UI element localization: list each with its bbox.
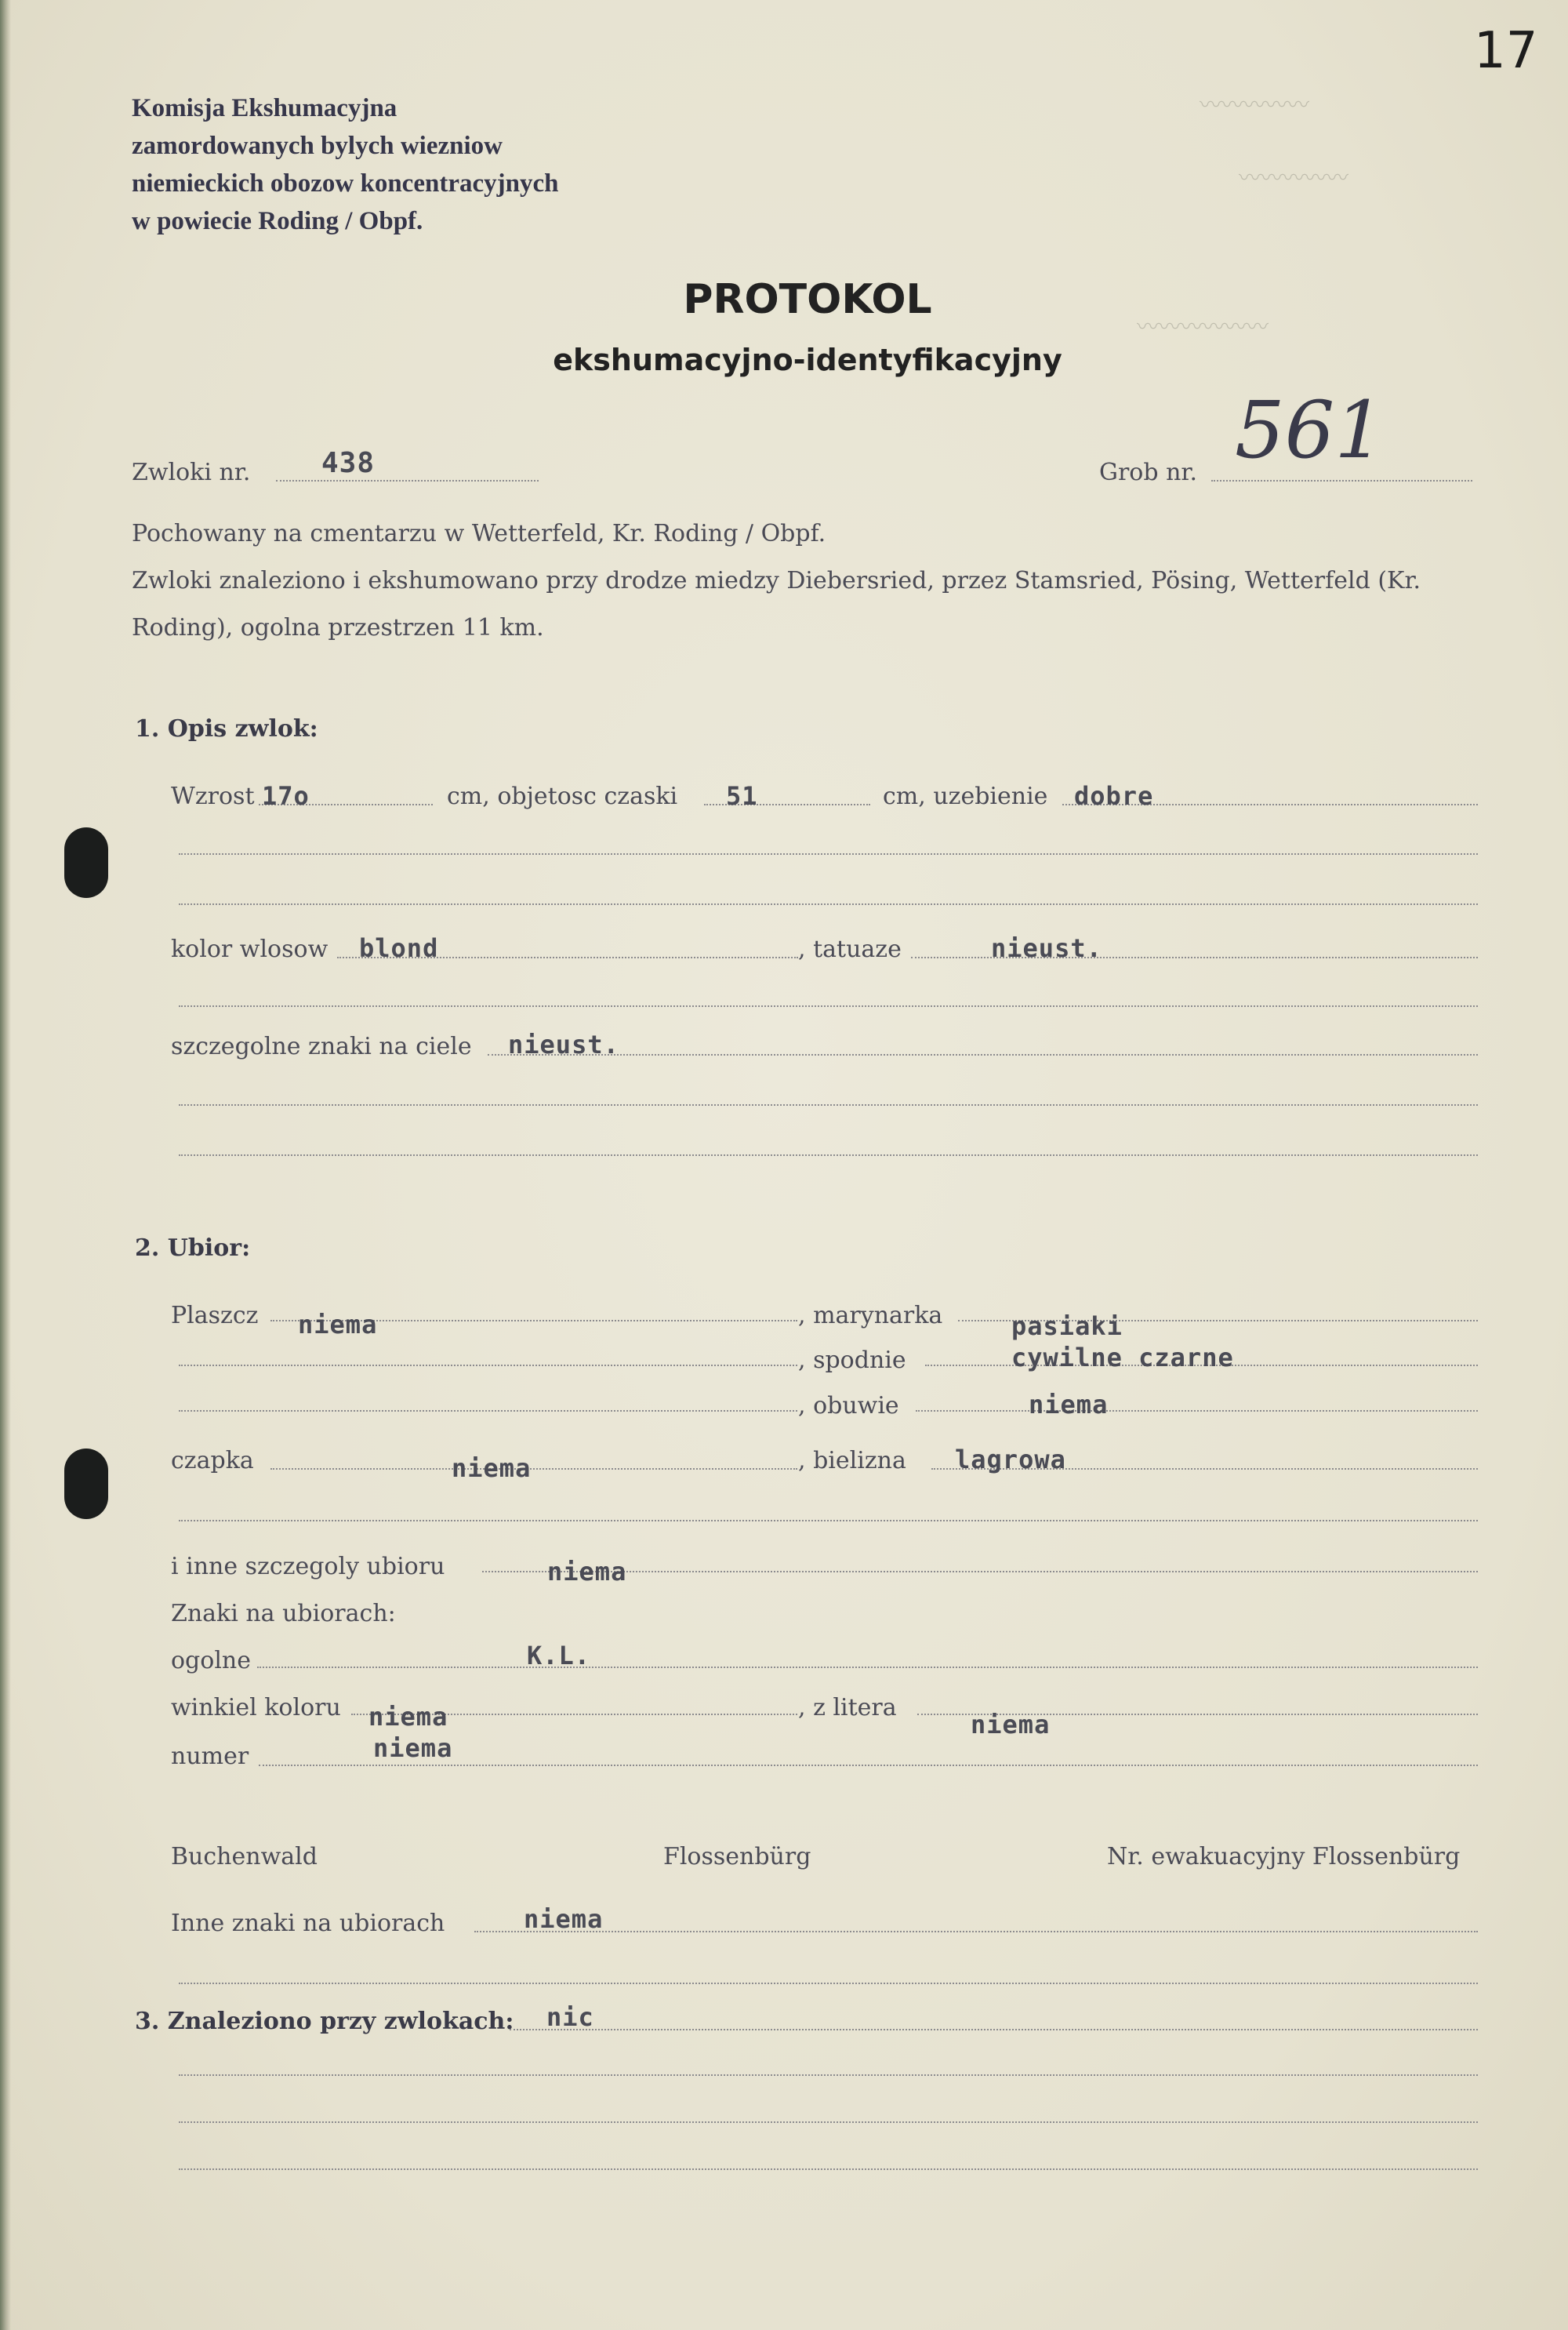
kolor-label: kolor wlosow [171, 936, 328, 963]
inne-szczegoly-value: niema [547, 1557, 627, 1587]
dotted-line [482, 1571, 1478, 1572]
marynarka-label: , marynarka [798, 1302, 943, 1329]
znaki-label: szczegolne znaki na ciele [171, 1033, 472, 1060]
found-line-2: Roding), ogolna przestrzen 11 km. [132, 614, 544, 642]
punch-hole-top [64, 827, 108, 898]
dotted-line [179, 1005, 1478, 1007]
zwloki-value: 438 [321, 447, 376, 479]
ogolne-label: ogolne [171, 1647, 251, 1674]
punch-hole-bottom [64, 1449, 108, 1519]
winkiel-label: winkiel koloru [171, 1694, 341, 1721]
dotted-line [276, 480, 539, 482]
bleed-through-mark: 〰〰〰〰〰 [1200, 92, 1310, 118]
spodnie-value: cywilne czarne [1011, 1343, 1234, 1372]
dotted-line [474, 1931, 1478, 1932]
grob-label: Grob nr. [1099, 459, 1198, 486]
burial-line: Pochowany na cmentarzu w Wetterfeld, Kr. Roding / Obpf. [132, 520, 826, 547]
page-number: 17 [1474, 22, 1538, 80]
znaki-value: nieust. [508, 1030, 619, 1060]
section-1-heading: 1. Opis zwlok: [135, 715, 318, 743]
czapka-value: niema [452, 1453, 532, 1483]
obuwie-label: , obuwie [798, 1392, 899, 1419]
wzrost-value: 17o [262, 781, 310, 811]
spodnie-label: , spodnie [798, 1347, 906, 1374]
dotted-line [179, 1154, 1478, 1156]
dotted-line [916, 1410, 1478, 1412]
czapka-label: czapka [171, 1447, 254, 1474]
header-line: zamordowanych bylych wiezniow [132, 132, 503, 160]
buchenwald-label: Buchenwald [171, 1843, 318, 1870]
litera-label: , z litera [798, 1694, 897, 1721]
dotted-line [179, 1365, 797, 1366]
dotted-line [179, 2121, 1478, 2123]
grob-value-handwritten: 561 [1235, 384, 1385, 476]
zwloki-label: Zwloki nr. [132, 459, 251, 486]
winkiel-value: niema [368, 1702, 448, 1732]
header-line: Komisja Ekshumacyjna [132, 94, 397, 122]
dotted-line [179, 1410, 797, 1412]
section-3-value: nic [546, 2002, 594, 2032]
flossenburg-label: Flossenbürg [663, 1843, 811, 1870]
dotted-line [179, 1983, 1478, 1984]
obuwie-value: niema [1029, 1390, 1109, 1419]
document-title: PROTOKOL [683, 276, 932, 323]
plaszcz-label: Plaszcz [171, 1302, 259, 1329]
kolor-value: blond [359, 933, 439, 963]
found-line-1: Zwloki znaleziono i ekshumowano przy drodze miedzy Diebersried, przez Stamsried, Pösing, Wetterfeld (Kr. [132, 567, 1421, 594]
inne-znaki-value: niema [524, 1904, 604, 1934]
plaszcz-value: niema [298, 1310, 378, 1339]
ogolne-value: K.L. [527, 1641, 591, 1670]
numer-value: niema [373, 1733, 453, 1763]
dotted-line [179, 2074, 1478, 2076]
tatuaze-label: , tatuaze [798, 936, 902, 963]
bleed-through-mark: 〰〰〰〰〰 [1239, 165, 1349, 191]
bleed-through-mark: 〰〰〰〰〰〰 [1137, 314, 1269, 340]
numer-label: numer [171, 1743, 249, 1770]
commission-header [132, 89, 681, 240]
dotted-line [259, 1765, 1478, 1766]
uzebienie-label: cm, uzebienie [883, 783, 1048, 810]
czaski-value: 51 [726, 781, 758, 811]
inne-szczegoly-label: i inne szczegoly ubioru [171, 1553, 445, 1580]
tatuaze-value: nieust. [991, 933, 1102, 963]
bielizna-label: , bielizna [798, 1447, 906, 1474]
dotted-line [179, 1104, 1478, 1106]
header-line: w powiecie Roding / Obpf. [132, 207, 423, 235]
section-2-heading: 2. Ubior: [135, 1234, 251, 1262]
document-subtitle: ekshumacyjno-identyfikacyjny [553, 343, 1062, 377]
dotted-line [179, 2168, 1478, 2170]
wzrost-label: Wzrost [171, 783, 255, 810]
dotted-line [179, 853, 1478, 855]
dotted-line [488, 1054, 1478, 1056]
dotted-line [270, 1468, 797, 1470]
litera-value: niema [971, 1710, 1051, 1739]
bielizna-value: lagrowa [955, 1445, 1066, 1474]
uzebienie-value: dobre [1074, 781, 1154, 811]
header-line: niemieckich obozow koncentracyjnych [132, 169, 559, 198]
marynarka-value: pasiaki [1011, 1311, 1123, 1341]
ewakuacyjny-label: Nr. ewakuacyjny Flossenbürg [1107, 1843, 1461, 1870]
dotted-line [1211, 480, 1472, 482]
czaski-label: cm, objetosc czaski [447, 783, 678, 810]
section-3-heading: 3. Znaleziono przy zwlokach: [135, 2008, 514, 2035]
inne-znaki-label: Inne znaki na ubiorach [171, 1910, 445, 1937]
dotted-line [510, 2029, 1478, 2030]
dotted-line [179, 1520, 1478, 1521]
dotted-line [257, 1667, 1478, 1668]
znaki-ubiorach-label: Znaki na ubiorach: [171, 1600, 396, 1627]
dotted-line [179, 903, 1478, 905]
